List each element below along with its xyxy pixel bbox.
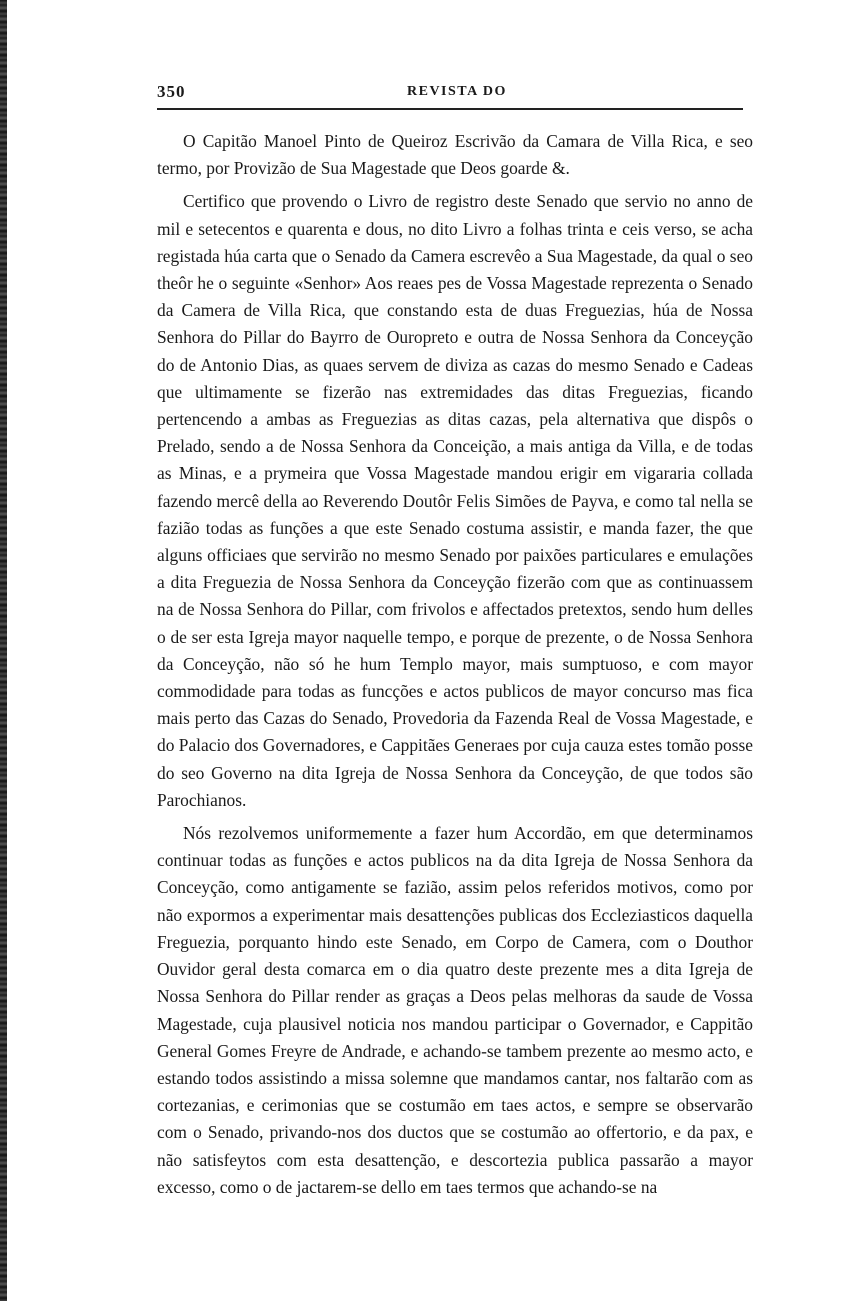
paragraph-certificate: Certifico que provendo o Livro de registro deste Senado que servio no anno de mil e setecentos e quarenta e dous, no dito Livro a folhas trinta e ceis verso, se acha registada húa carta que o Senado da Camera escrevêo a Sua Magestade, da qual o seo theôr he o seguinte «Senhor» Aos reaes pes de Vossa Magestade reprezenta o Senado da Camera de Villa Rica, que constando esta de duas Freguezias, húa de Nossa Senhora do Pillar do Bayrro de Ouropreto e outra de Nossa Senhora da Conceyção do de Antonio Dias, as quaes servem de diviza as cazas do mesmo Senado e Cadeas que ultimamente se fizerão nas extremidades das ditas Freguezias, ficando pertencendo a ambas as Freguezias as ditas cazas, pela alternativa que dispôs o Prelado, sendo a de Nossa Senhora da Conceição, a mais antiga da Villa, e de todas as Minas, e a prymeira que Vossa Magestade mandou erigir em vigararia collada fazendo mercê della ao Reverendo Doutôr Felis Simões de Payva, e como tal nella se fazião todas as funções a que este Senado costuma assistir, e manda fazer, the que alguns officiaes que servirão no mesmo Senado por paixões particulares e emulações a dita Freguezia de Nossa Senhora da Conceyção fizerão com que as continuassem na de Nossa Senhora do Pillar, com frivolos e affectados pretextos, sendo hum delles o de ser esta Igreja mayor naquelle tempo, e porque de prezente, o de Nossa Senhora da Conceyção, não só he hum Templo mayor, mais sumptuoso, e com mayor commodidade para todas as funcções e actos publicos de mayor concurso mas fica mais perto das Cazas do Senado, Provedoria da Fazenda Real de Vossa Magestade, e do Palacio dos Governadores, e Cappitães Generaes por cuja cauza estes tomão posse do seo Governo na dita Igreja de Nossa Senhora da Conceyção, de que todos são Parochianos. [157, 191, 753, 810]
paragraph-intro: O Capitão Manoel Pinto de Queiroz Escrivão da Camara de Villa Rica, e seo termo, por Provizão de Sua Magestade que Deos goarde &. [157, 131, 753, 179]
body-text [157, 128, 753, 1201]
header-rule [157, 108, 743, 110]
document-page [157, 78, 753, 1201]
running-title: REVISTA DO [407, 84, 507, 99]
page-header [157, 78, 753, 108]
page-number: 350 [157, 82, 186, 101]
page-binding-edge [0, 0, 7, 1301]
paragraph-resolution: Nós rezolvemos uniformemente a fazer hum Accordão, em que determinamos continuar todas as funções e actos publicos na da dita Igreja de Nossa Senhora da Conceyção, como antigamente se fazião, assim pelos referidos motivos, como por não expormos a experimentar mais desattenções publicas dos Eccleziasticos daquella Freguezia, porquanto hindo este Senado, em Corpo de Camera, com o Douthor Ouvidor geral desta comarca em o dia quatro deste prezente mes a dita Igreja de Nossa Senhora do Pillar render as graças a Deos pelas melhoras da saude de Vossa Magestade, cuja plausivel noticia nos mandou participar o Governador, e Cappitão General Gomes Freyre de Andrade, e achando-se tambem prezente ao mesmo acto, e estando todos assistindo a missa solemne que mandamos cantar, nos faltarão com as cortezanias, e cerimonias que se costumão em taes actos, e sempre se observarão com o Senado, privando-nos dos ductos que se costumão ao offertorio, e da pax, e não satisfeytos com esta desattenção, e descortezia publica passarão a mayor excesso, como o de jactarem-se dello em taes termos que achando-se na [157, 823, 753, 1197]
